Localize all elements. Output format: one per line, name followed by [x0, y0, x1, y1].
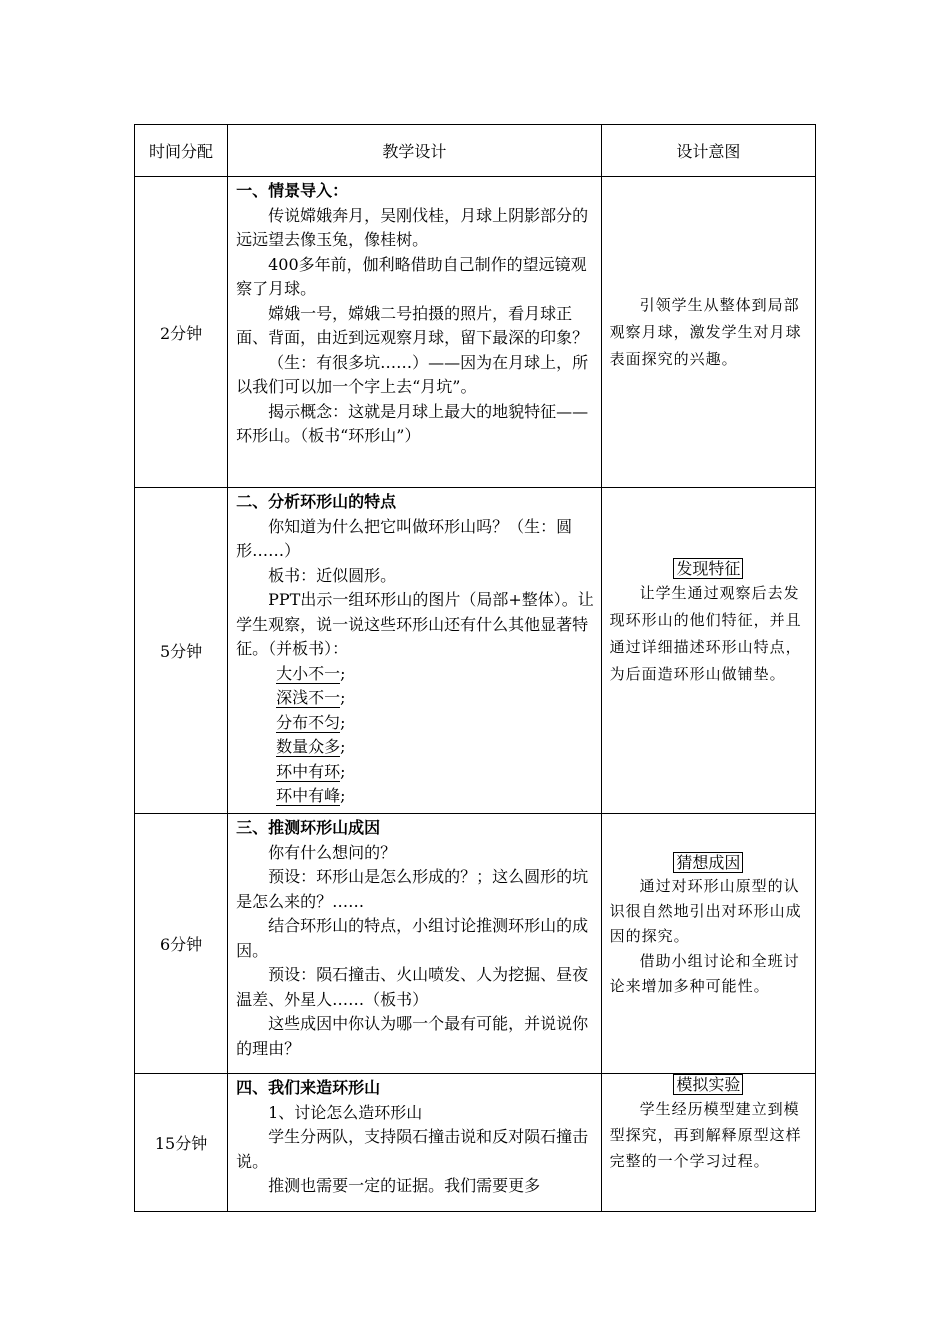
row-time: 6分钟	[135, 814, 228, 1074]
intent-box-label: 猜想成因	[610, 852, 807, 874]
intent-text: 引领学生从整体到局部观察月球，激发学生对月球表面探究的兴趣。	[609, 295, 802, 368]
row-intent	[601, 488, 815, 814]
section-title: 一、情景导入：	[236, 181, 349, 200]
header-time: 时间分配	[135, 125, 228, 177]
paragraph: 预设：陨石撞击、火山喷发、人为挖掘、昼夜温差、外星人……（板书）	[236, 965, 589, 1009]
row-design	[228, 1074, 602, 1212]
row-time: 2分钟	[135, 177, 228, 488]
feature-item: 深浅不一;	[276, 688, 346, 707]
paragraph: 1、讨论怎么造环形山	[268, 1102, 423, 1122]
paragraph: 结合环形山的特点，小组讨论推测环形山的成因。	[236, 916, 589, 960]
header-design: 教学设计	[228, 125, 602, 177]
feature-item: 数量众多;	[276, 737, 346, 756]
feature-item: 分布不匀;	[276, 712, 346, 732]
lesson-plan-table	[134, 124, 816, 1212]
header-intent: 设计意图	[601, 125, 815, 177]
row-design	[228, 488, 602, 814]
intent-box-label: 发现特征	[610, 558, 807, 580]
paragraph: 揭示概念：这就是月球上最大的地貌特征——环形山。（板书“环形山”）	[236, 401, 589, 445]
table-header-row	[135, 125, 816, 177]
table-row	[135, 1074, 816, 1212]
paragraph: 这些成因中你认为哪一个最有可能，并说说你的理由？	[236, 1014, 589, 1058]
feature-item: 环中有环;	[276, 761, 346, 781]
section-title: 二、分析环形山的特点	[236, 492, 397, 511]
feature-item: 环中有峰;	[276, 786, 346, 805]
table-row	[135, 177, 816, 488]
intent-text: 让学生通过观察后去发现环形山的他们特征，并且通过详细描述环形山特点，为后面造环形山做铺垫。	[609, 584, 802, 683]
paragraph: PPT出示一组环形山的图片（局部+整体）。让学生观察，说一说这些环形山还有什么其他显著特征。（并板书）：	[236, 590, 594, 658]
paragraph: 你有什么想问的？	[268, 842, 397, 862]
row-time: 5分钟	[135, 488, 228, 814]
intent-box-label: 模拟实验	[610, 1074, 807, 1096]
paragraph: 板书：近似圆形。	[268, 565, 397, 585]
paragraph: 400多年前，伽利略借助自己制作的望远镜观察了月球。	[236, 254, 587, 298]
paragraph: 你知道为什么把它叫做环形山吗？（生：圆形……）	[236, 516, 573, 560]
intent-text: 借助小组讨论和全班讨论来增加多种可能性。	[609, 952, 800, 995]
section-title: 三、推测环形山成因	[236, 818, 381, 837]
paragraph: 预设：环形山是怎么形成的？；这么圆形的坑是怎么来的？……	[236, 867, 589, 911]
table-row	[135, 488, 816, 814]
section-title: 四、我们来造环形山	[236, 1078, 381, 1097]
row-intent	[601, 814, 815, 1074]
feature-item: 大小不一;	[276, 663, 346, 683]
paragraph: 传说嫦娥奔月，吴刚伐桂，月球上阴影部分的远远望去像玉兔，像桂树。	[236, 205, 589, 249]
row-intent	[601, 1074, 815, 1212]
row-design	[228, 814, 602, 1074]
paragraph: 推测也需要一定的证据。我们需要更多	[268, 1176, 541, 1195]
row-time: 15分钟	[135, 1074, 228, 1212]
paragraph: 嫦娥一号，嫦娥二号拍摄的照片，看月球正面、背面，由近到远观察月球，留下最深的印象？	[236, 303, 589, 347]
paragraph: 学生分两队，支持陨石撞击说和反对陨石撞击说。	[236, 1127, 589, 1171]
table-row	[135, 814, 816, 1074]
row-design	[228, 177, 602, 488]
paragraph: （生：有很多坑……）——因为在月球上，所以我们可以加一个字上去“月坑”。	[236, 352, 589, 396]
row-intent	[601, 177, 815, 488]
intent-text: 学生经历模型建立到模型探究，再到解释原型这样完整的一个学习过程。	[609, 1100, 802, 1170]
intent-text: 通过对环形山原型的认识很自然地引出对环形山成因的探究。	[609, 877, 802, 945]
